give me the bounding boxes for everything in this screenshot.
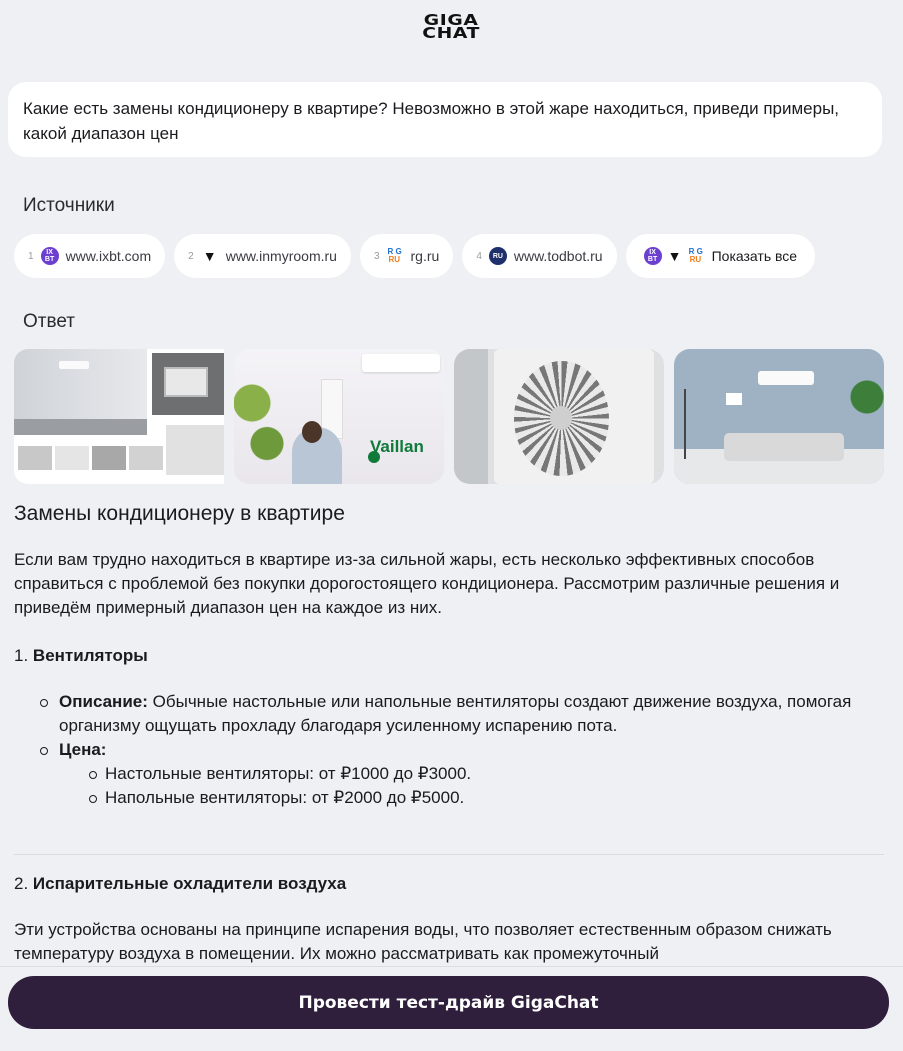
list-item: Описание: Обычные настольные или напольные вентиляторы создают движение воздуха, помогая организму ощущать прохладу благодаря усиленному испарению пота. (40, 690, 884, 738)
answer-intro: Если вам трудно находиться в квартире из-за сильной жары, есть несколько эффективных способов справиться с проблемой без покупки дорогостоящего кондиционера. Рассмотрим различные решения и приведём примерный диапазон цен на каждое из них. (14, 550, 840, 617)
divider (14, 854, 884, 855)
source-chip-ixbt[interactable]: 1 IX BT www.ixbt.com (14, 234, 165, 278)
answer-title: Замены кондиционеру в квартире (14, 502, 345, 525)
test-drive-button[interactable]: Провести тест-драйв GigaChat (8, 976, 889, 1029)
item-1-title: 1. Вентиляторы (14, 646, 148, 665)
gallery-image-living-room[interactable] (674, 349, 884, 484)
todbot-favicon: RU (489, 247, 507, 265)
list-item: Напольные вентиляторы: от ₽2000 до ₽5000. (89, 786, 884, 810)
item-2-title: 2. Испарительные охладители воздуха (14, 874, 347, 893)
gigachat-logo[interactable]: GIGA CHAT (422, 11, 481, 42)
show-all-label: Показать все (711, 248, 798, 264)
source-site-label: rg.ru (410, 248, 440, 264)
gallery-image-woman-ac[interactable] (234, 349, 444, 484)
sources-list (14, 234, 815, 278)
item-1-details (40, 690, 884, 810)
rg-favicon: R G RU (387, 247, 402, 264)
answer-content (14, 500, 884, 990)
list-item: Цена: Настольные вентиляторы: от ₽1000 до ₽3000. Напольные вентиляторы: от ₽2000 до ₽5000. (40, 738, 884, 810)
show-all-sources-button[interactable] (626, 234, 815, 278)
ixbt-favicon: IX BT (644, 247, 662, 265)
vaillant-logo: Vaillan (370, 437, 424, 456)
gallery-image-ac-collage[interactable] (14, 349, 224, 484)
user-question-bubble: Какие есть замены кондиционеру в квартире? Невозможно в этой жаре находиться, приведи примеры, какой диапазон цен (8, 82, 882, 157)
gallery-image-outdoor-unit[interactable] (454, 349, 664, 484)
image-gallery (14, 349, 884, 484)
price-list (89, 762, 884, 810)
answer-heading: Ответ (23, 311, 75, 332)
source-chip-todbot[interactable]: 4 RU www.todbot.ru (462, 234, 616, 278)
inmyroom-favicon: ▼ (667, 247, 682, 264)
item-2-text: Эти устройства основаны на принципе испарения воды, что позволяет естественным образом снижать температуру воздуха в помещении. Их можно рассматривать как промежуточный (14, 920, 832, 963)
source-chip-rg[interactable]: 3 R G RU rg.ru (360, 234, 453, 278)
source-site-label: www.todbot.ru (513, 248, 603, 264)
ixbt-favicon: IX BT (41, 247, 59, 265)
source-site-label: www.inmyroom.ru (225, 248, 337, 264)
source-chip-inmyroom[interactable]: 2 ▼ www.inmyroom.ru (174, 234, 351, 278)
rg-favicon: R G RU (688, 247, 703, 264)
inmyroom-favicon: ▼ (202, 247, 217, 264)
sources-heading: Источники (23, 195, 115, 216)
source-site-label: www.ixbt.com (65, 248, 152, 264)
list-item: Настольные вентиляторы: от ₽1000 до ₽3000. (89, 762, 884, 786)
